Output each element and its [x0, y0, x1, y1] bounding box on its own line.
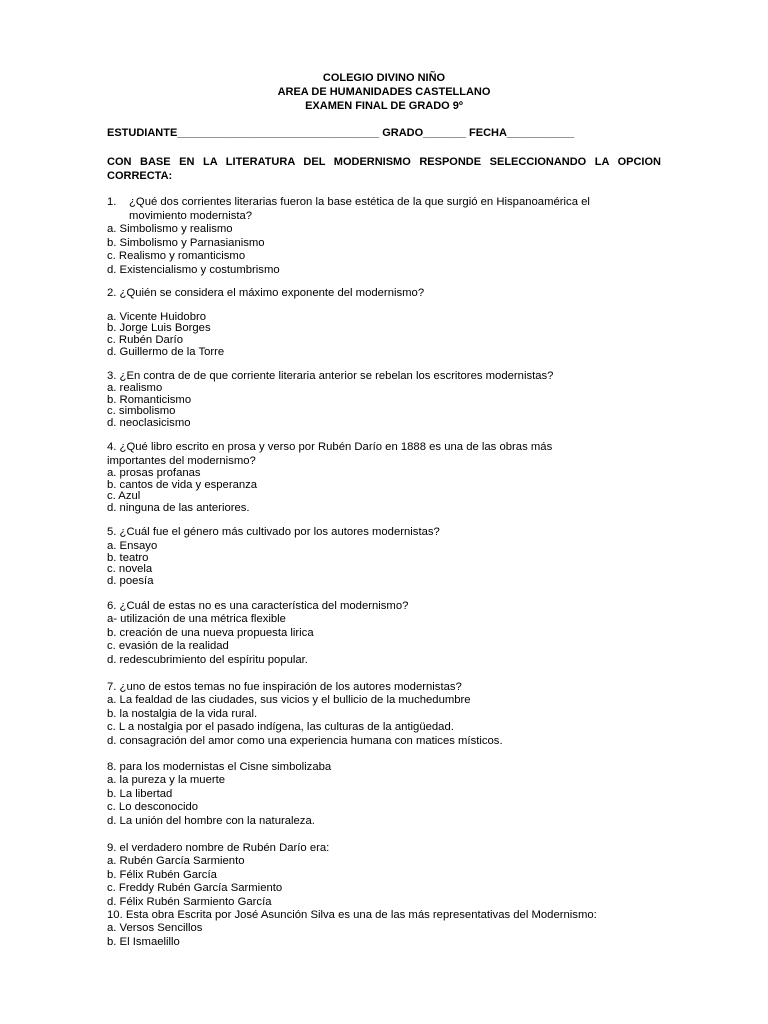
question-2-option-a: a. Vicente Huidobro — [107, 311, 207, 323]
question-1-option-b: b. Simbolismo y Parnasianismo — [107, 237, 265, 249]
exam-title: EXAMEN FINAL DE GRADO 9º — [305, 100, 463, 112]
question-1-option-a: a. Simbolismo y realismo — [107, 223, 233, 235]
question-5-option-a: a. Ensayo — [107, 540, 158, 552]
question-8-text: 8. para los modernistas el Cisne simbolizaba — [107, 761, 332, 773]
question-6-option-d: d. redescubrimiento del espíritu popular. — [107, 654, 308, 666]
question-4-option-b: b. cantos de vida y esperanza — [107, 479, 258, 491]
question-7-text: 7. ¿uno de estos temas no fue inspiración de los autores modernistas? — [107, 681, 462, 693]
question-9-option-b: b. Félix Rubén García — [107, 869, 217, 881]
instruction — [107, 155, 661, 183]
question-4-option-d: d. ninguna de las anteriores. — [107, 502, 250, 514]
question-3-text: 3. ¿En contra de de que corriente literaria anterior se rebelan los escritores modernistas? — [107, 370, 554, 382]
question-8-option-a: a. la pureza y la muerte — [107, 774, 226, 786]
question-3-option-d: d. neoclasicismo — [107, 417, 191, 429]
question-7-option-d: d. consagración del amor como una experiencia humana con matices místicos. — [107, 735, 503, 747]
question-7-option-a: a. La fealdad de las ciudades, sus vicios y el bullicio de la muchedumbre — [107, 694, 471, 706]
question-1-line-2: movimiento modernista? — [129, 210, 253, 222]
question-5-text: 5. ¿Cuál fue el género más cultivado por los autores modernistas? — [107, 526, 440, 538]
student-grade-date-line: ESTUDIANTE_________________________________ GRADO_______ FECHA___________ — [107, 127, 575, 139]
question-6-option-b: b. creación de una nueva propuesta lirica — [107, 627, 314, 639]
question-9-option-d: d. Félix Rubén Sarmiento García — [107, 896, 272, 908]
question-5-option-c: c. novela — [107, 563, 153, 575]
question-1-option-c: c. Realismo y romanticismo — [107, 250, 246, 262]
question-1-option-d: d. Existencialismo y costumbrismo — [107, 264, 280, 276]
question-2-option-d: d. Guillermo de la Torre — [107, 346, 225, 358]
question-8-option-b: b. La libertad — [107, 788, 173, 800]
question-2-option-c: c. Rubén Darío — [107, 334, 183, 346]
school-name: COLEGIO DIVINO NIÑO — [322, 72, 446, 84]
question-10-option-a: a. Versos Sencillos — [107, 922, 203, 934]
question-10-text: 10. Esta obra Escrita por José Asunción Silva es una de las más representativas del Modernismo: — [107, 909, 597, 921]
question-4-line-1: 4. ¿Qué libro escrito en prosa y verso por Rubén Darío en 1888 es una de las obras más — [107, 441, 553, 453]
question-3-option-a: a. realismo — [107, 382, 163, 394]
question-9-option-c: c. Freddy Rubén García Sarmiento — [107, 882, 283, 894]
question-9-text: 9. el verdadero nombre de Rubén Darío era: — [107, 842, 330, 854]
question-6-text: 6. ¿Cuál de estas no es una característica del modernismo? — [107, 600, 409, 612]
question-7-option-b: b. la nostalgia de la vida rural. — [107, 708, 258, 720]
question-3-option-b: b. Romanticismo — [107, 394, 192, 406]
question-8-option-c: c. Lo desconocido — [107, 801, 199, 813]
question-5-option-b: b. teatro — [107, 552, 149, 564]
instruction-line-2: CORRECTA: — [107, 170, 173, 182]
question-2-text: 2. ¿Quién se considera el máximo exponente del modernismo? — [107, 287, 425, 299]
question-7-option-c: c. L a nostalgia por el pasado indígena, las culturas de la antigüedad. — [107, 721, 454, 733]
question-3-option-c: c. simbolismo — [107, 405, 176, 417]
question-2-option-b: b. Jorge Luis Borges — [107, 322, 211, 334]
question-5-option-d: d. poesía — [107, 575, 154, 587]
question-4-option-c: c. Azul — [107, 490, 141, 502]
question-10-option-b: b. El Ismaelillo — [107, 936, 180, 948]
question-6-option-a: a- utilización de una métrica flexible — [107, 613, 286, 625]
instruction-line-1: CON BASE EN LA LITERATURA DEL MODERNISMO RESPONDE SELECCIONANDO LA OPCION — [107, 156, 661, 168]
question-9-option-a: a. Rubén García Sarmiento — [107, 855, 245, 867]
question-1-number: 1. — [107, 196, 117, 208]
question-4-option-a: a. prosas profanas — [107, 467, 201, 479]
question-4-line-2: importantes del modernismo? — [107, 455, 256, 467]
area-name: AREA DE HUMANIDADES CASTELLANO — [277, 86, 491, 98]
question-8-option-d: d. La unión del hombre con la naturaleza. — [107, 815, 315, 827]
question-1-line-1: ¿Qué dos corrientes literarias fueron la base estética de la que surgió en Hispanoamérica el — [129, 196, 590, 208]
question-6-option-c: c. evasión de la realidad — [107, 640, 229, 652]
